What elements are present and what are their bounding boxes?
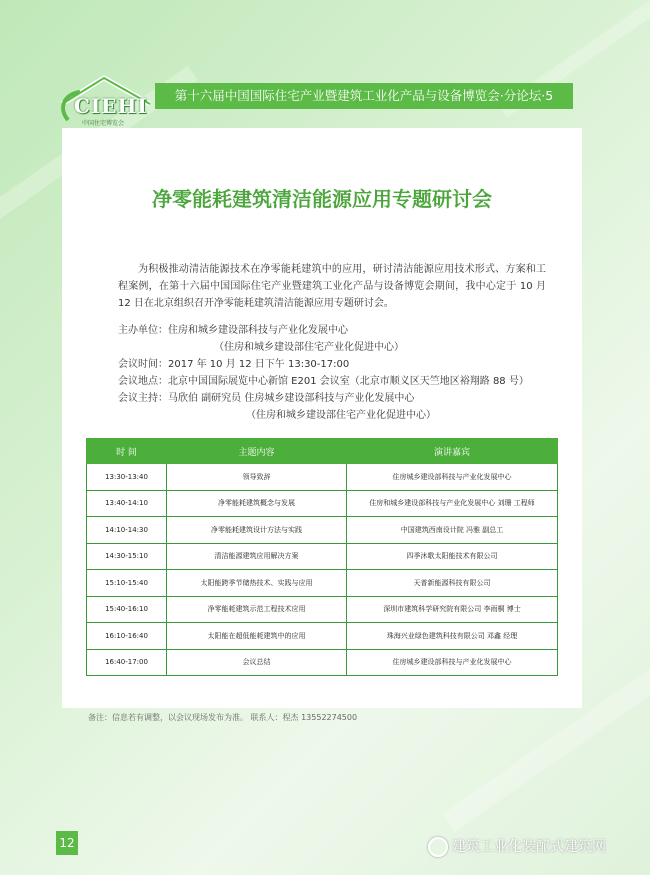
cell-speaker: 珠海兴业绿色建筑科技有限公司 邓鑫 经理 <box>347 623 558 650</box>
host-label: 主办单位： <box>118 325 168 336</box>
cell-speaker: 深圳市建筑科学研究院有限公司 李雨桐 博士 <box>347 596 558 623</box>
cell-time: 15:10-15:40 <box>87 570 167 597</box>
table-row <box>87 596 558 623</box>
cell-time: 15:40-16:10 <box>87 596 167 623</box>
chair-value: 马欣伯 副研究员 住房城乡建设部科技与产业化发展中心 <box>168 393 415 404</box>
cell-time: 13:30-13:40 <box>87 464 167 491</box>
cell-time: 14:30-15:10 <box>87 543 167 570</box>
cell-topic: 太阳能跨季节储热技术、实践与应用 <box>167 570 347 597</box>
watermark-text: 建筑工业化装配式建筑网 <box>452 839 606 855</box>
schedule-table <box>86 438 558 676</box>
chair-sub-line: （住房和城乡建设部住宅产业化促进中心） <box>246 410 436 421</box>
place-line <box>118 373 529 390</box>
time-line <box>118 356 529 373</box>
content-card <box>62 128 582 708</box>
table-row <box>87 649 558 676</box>
place-value: 北京中国国际展览中心新馆 E201 会议室（北京市顺义区天竺地区裕翔路 88 号） <box>168 376 529 387</box>
watermark <box>428 836 606 857</box>
chair-line <box>118 390 529 407</box>
meeting-info <box>118 322 529 424</box>
time-label: 会议时间： <box>118 359 168 370</box>
table-row <box>87 570 558 597</box>
table-header-row <box>87 439 558 464</box>
cell-speaker: 住房和城乡建设部科技与产业化发展中心 刘珊 工程师 <box>347 490 558 517</box>
column-header-time: 时 间 <box>87 439 167 464</box>
page-title: 净零能耗建筑清洁能源应用专题研讨会 <box>152 187 492 211</box>
table-row <box>87 517 558 544</box>
cell-topic: 太阳能在超低能耗建筑中的应用 <box>167 623 347 650</box>
intro-paragraph: 为积极推动清洁能源技术在净零能耗建筑中的应用，研讨清洁能源应用技术形式、方案和工程案例，在第十六届中国国际住宅产业暨建筑工业化产品与设备博览会期间，我中心定于 10 月 12 日在北京组织召开净零能耗建筑清洁能源应用专题研讨会。 <box>118 264 546 309</box>
cell-topic: 领导致辞 <box>167 464 347 491</box>
cell-topic: 会议总结 <box>167 649 347 676</box>
cell-time: 14:10-14:30 <box>87 517 167 544</box>
column-header-speaker: 演讲嘉宾 <box>347 439 558 464</box>
cell-speaker: 住房城乡建设部科技与产业化发展中心 <box>347 464 558 491</box>
ciehi-logo <box>54 74 160 130</box>
cell-speaker: 天普新能源科技有限公司 <box>347 570 558 597</box>
cell-time: 16:40-17:00 <box>87 649 167 676</box>
cell-topic: 清洁能源建筑应用解决方案 <box>167 543 347 570</box>
cell-speaker: 中国建筑西南设计院 冯雅 副总工 <box>347 517 558 544</box>
host-line <box>118 322 529 339</box>
table-row <box>87 623 558 650</box>
cell-topic: 净零能耗建筑概念与发展 <box>167 490 347 517</box>
table-row <box>87 543 558 570</box>
cell-time: 13:40-14:10 <box>87 490 167 517</box>
time-value: 2017 年 10 月 12 日下午 13:30-17:00 <box>168 359 350 370</box>
logo-subtitle: 中国住宅博览会 <box>82 120 125 127</box>
table-row <box>87 490 558 517</box>
host-sub-line: （住房和城乡建设部住宅产业化促进中心） <box>214 342 404 353</box>
wechat-icon <box>428 837 448 857</box>
cell-topic: 净零能耗建筑示范工程技术应用 <box>167 596 347 623</box>
column-header-topic: 主题内容 <box>167 439 347 464</box>
page-number: 12 <box>56 831 78 855</box>
footnote: 备注：信息若有调整，以会议现场发布为准。 联系人：程杰 13552274500 <box>88 713 358 722</box>
logo-text: CIEHI <box>74 94 148 118</box>
cell-time: 16:10-16:40 <box>87 623 167 650</box>
cell-speaker: 住房城乡建设部科技与产业化发展中心 <box>347 649 558 676</box>
cell-speaker: 四季沐歌太阳能技术有限公司 <box>347 543 558 570</box>
host-value: 住房和城乡建设部科技与产业化发展中心 <box>168 325 348 336</box>
place-label: 会议地点： <box>118 376 168 387</box>
expo-banner: 第十六届中国国际住宅产业暨建筑工业化产品与设备博览会·分论坛·5 <box>155 83 573 109</box>
chair-label: 会议主持： <box>118 393 168 404</box>
table-row <box>87 464 558 491</box>
cell-topic: 净零能耗建筑设计方法与实践 <box>167 517 347 544</box>
